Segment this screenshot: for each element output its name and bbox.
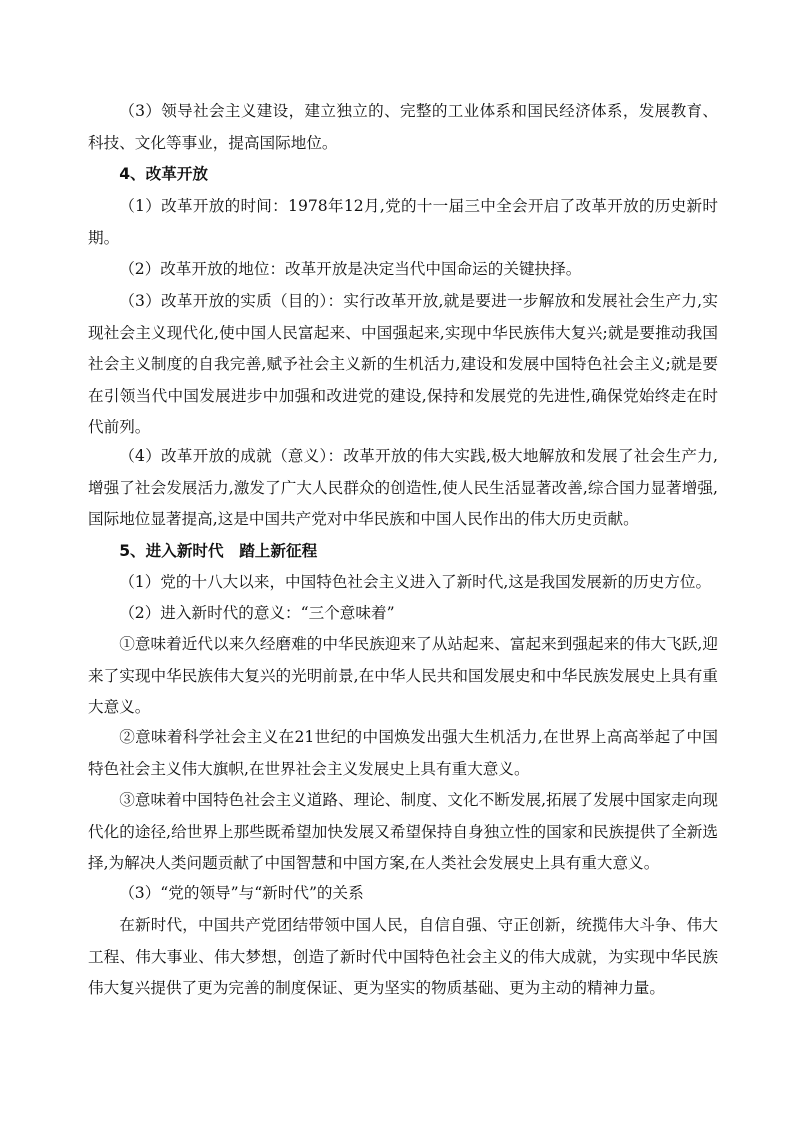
paragraph: ③意味着中国特色社会主义道路、理论、制度、文化不断发展,拓展了发展中国家走向现代化的途径,给世界上那些既希望加快发展又希望保持自身独立性的国家和民族提供了全新选择,为解决人类问题贡献了中国智慧和中国方案,在人类社会发展史上具有重大意义。 [88,791,718,873]
paragraph: ①意味着近代以来久经磨难的中华民族迎来了从站起来、富起来到强起来的伟大飞跃,迎来了实现中华民族伟大复兴的光明前景,在中华人民共和国发展史和中华民族发展史上具有重大意义。 [88,635,718,717]
paragraph: （3）“党的领导”与“新时代”的关系 [119,884,364,902]
section-heading: 5、进入新时代 踏上新征程 [119,542,318,560]
paragraph: （1）改革开放的时间：1978年12月,党的十一届三中全会开启了改革开放的历史新时期。 [88,197,718,247]
paragraph: （2）改革开放的地位：改革开放是决定当代中国命运的关键抉择。 [119,260,582,278]
paragraph: （3）改革开放的实质（目的）：实行改革开放,就是要进一步解放和发展社会生产力,实现社会主义现代化,使中国人民富起来、中国强起来,实现中华民族伟大复兴;就是要推动我国社会主义制度的自我完善,赋予社会主义新的生机活力,建设和发展中国特色社会主义;就是要在引领当代中国发展进步中加强和改进党的建设,保持和发展党的先进性,确保党始终走在时代前列。 [88,292,718,437]
paragraph: （1）党的十八大以来，中国特色社会主义进入了新时代,这是我国发展新的历史方位。 [119,573,712,591]
paragraph: （2）进入新时代的意义：“三个意味着” [119,604,395,622]
section-heading: 4、改革开放 [119,165,209,183]
paragraph: ②意味着科学社会主义在21世纪的中国焕发出强大生机活力,在世界上高高举起了中国特色社会主义伟大旗帜,在世界社会主义发展史上具有重大意义。 [88,728,718,778]
paragraph: （3）领导社会主义建设，建立独立的、完整的工业体系和国民经济体系，发展教育、科技、文化等事业，提高国际地位。 [88,102,718,152]
paragraph: （4）改革开放的成就（意义）：改革开放的伟大实践,极大地解放和发展了社会生产力,增强了社会发展活力,激发了广大人民群众的创造性,使人民生活显著改善,综合国力显著增强,国际地位显著提高,这是中国共产党对中华民族和中国人民作出的伟大历史贡献。 [88,447,718,529]
paragraph: 在新时代，中国共产党团结带领中国人民，自信自强、守正创新，统揽伟大斗争、伟大工程、伟大事业、伟大梦想，创造了新时代中国特色社会主义的伟大成就，为实现中华民族伟大复兴提供了更为完善的制度保证、更为坚实的物质基础、更为主动的精神力量。 [88,916,718,998]
